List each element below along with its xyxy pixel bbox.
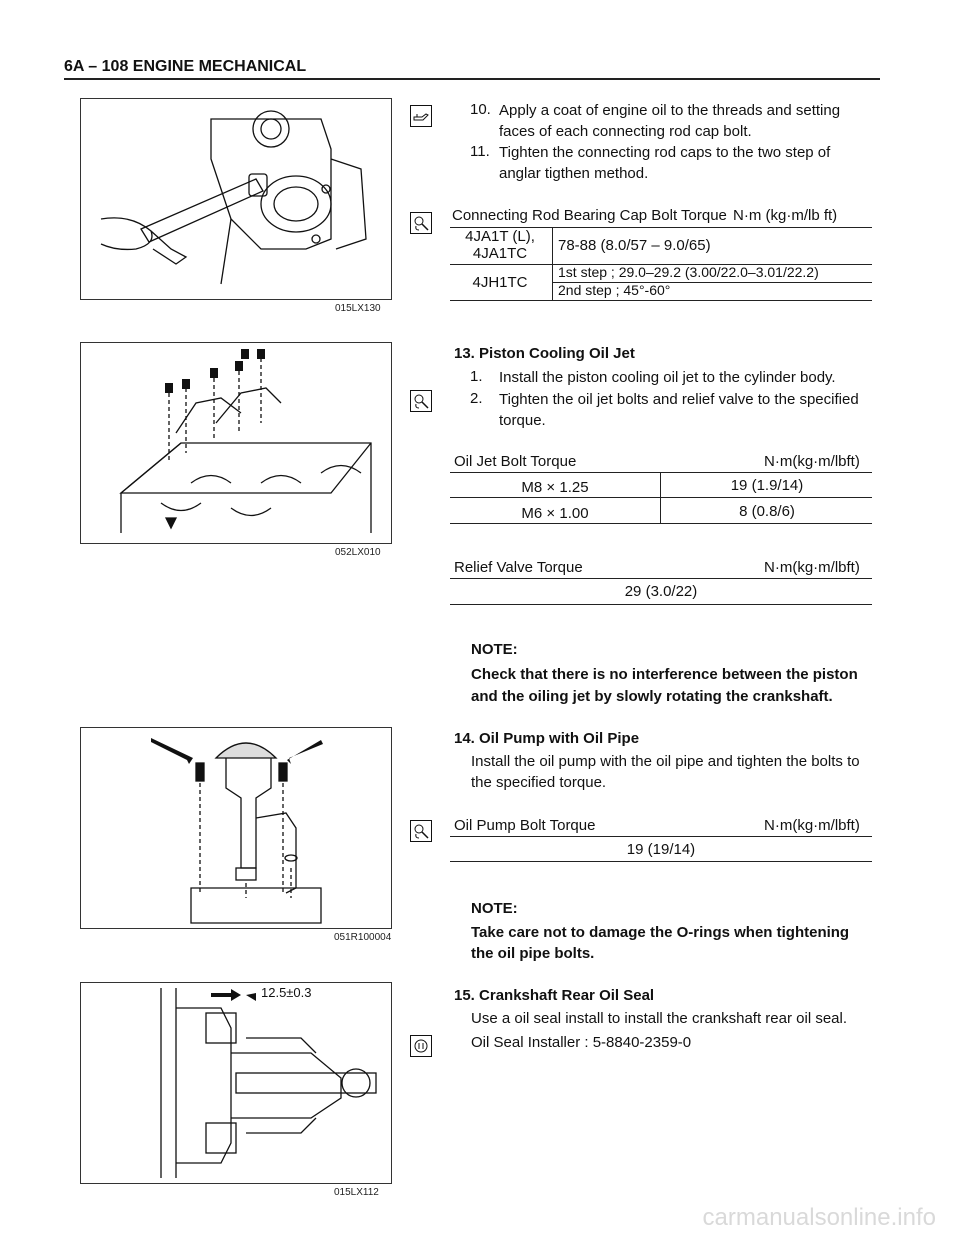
note1-line2: and the oiling jet by slowly rotating the crankshaft. [471, 688, 833, 705]
conrod-row1-model-line1: 4JA1T (L), [465, 228, 535, 245]
oilpump-table-unit: N·m(kg·m/lbft) [764, 817, 860, 834]
table-rule [450, 523, 872, 524]
conrod-table-title: Connecting Rod Bearing Cap Bolt Torque [452, 207, 727, 224]
step15-tool: Oil Seal Installer : 5-8840-2359-0 [471, 1034, 692, 1051]
oiljet-table-title: Oil Jet Bolt Torque [454, 453, 577, 470]
note1-line1: Check that there is no interference between the piston [471, 666, 858, 683]
figure-caption: 015LX130 [335, 303, 381, 314]
figure-oil-jet [80, 342, 392, 544]
table-rule [450, 578, 872, 579]
table-rule [450, 300, 872, 301]
figure-caption: 052LX010 [335, 547, 381, 558]
step13-sub2-line1: Tighten the oil jet bolts and relief valve to the specified [499, 391, 859, 408]
figure-conrod-tightening [80, 98, 392, 300]
step-number: 10. [470, 101, 491, 118]
watermark: carmanualsonline.info [702, 1204, 936, 1231]
step13-sub2-line2: torque. [499, 412, 546, 429]
step13-title: 13. Piston Cooling Oil Jet [454, 345, 635, 362]
step15-title: 15. Crankshaft Rear Oil Seal [454, 987, 655, 1004]
step11-line1: Tighten the connecting rod caps to the two step of [499, 144, 831, 161]
relief-table-value: 29 (3.0/22) [624, 583, 698, 600]
relief-table-title: Relief Valve Torque [454, 559, 583, 576]
table-rule [450, 472, 872, 473]
special-tool-icon [410, 1035, 432, 1057]
conrod-table-unit: N·m (kg·m/lb ft) [733, 207, 838, 224]
oil-pump-illustration [81, 728, 391, 928]
oil-jet-illustration [81, 343, 391, 543]
dimension-label: 12.5±0.3 [261, 985, 312, 1000]
table-rule [450, 604, 872, 605]
page-header: 6A – 108 ENGINE MECHANICAL [64, 58, 307, 75]
table-rule [450, 836, 872, 837]
figure-caption: 015LX112 [334, 1187, 379, 1198]
note2-line1: Take care not to damage the O-rings when tightening [471, 924, 850, 941]
oil-seal-illustration [81, 983, 391, 1183]
figure-caption: 051R100004 [334, 932, 392, 943]
conrod-row2-model: 4JH1TC [472, 274, 528, 291]
note2-line2: the oil pipe bolts. [471, 945, 595, 962]
table-rule [450, 497, 872, 498]
oiljet-row-size: M8 × 1.25 [521, 479, 589, 496]
oiljet-row-value: 8 (0.8/6) [739, 503, 795, 520]
oiljet-row-value: 19 (1.9/14) [730, 477, 804, 494]
conrod-illustration [81, 99, 391, 299]
oiljet-row-size: M6 × 1.00 [521, 505, 589, 522]
step15-line1: Use a oil seal install to install the crankshaft rear oil seal. [471, 1010, 848, 1027]
table-divider [552, 227, 553, 300]
oilpump-table-value: 19 (19/14) [626, 841, 696, 858]
header-rule [64, 78, 880, 80]
step-number: 1. [470, 368, 483, 385]
oilpump-table-title: Oil Pump Bolt Torque [454, 817, 596, 834]
figure-rear-oil-seal [80, 982, 392, 1184]
step10-line1: Apply a coat of engine oil to the threads and setting [499, 102, 841, 119]
note-label: NOTE: [471, 900, 518, 917]
torque-wrench-icon [410, 390, 432, 412]
torque-wrench-icon [410, 212, 432, 234]
oil-can-icon [410, 105, 432, 127]
step-number: 2. [470, 390, 483, 407]
table-divider [660, 472, 661, 523]
oiljet-table-unit: N·m(kg·m/lbft) [764, 453, 860, 470]
conrod-row1-value: 78-88 (8.0/57 – 9.0/65) [558, 237, 711, 254]
relief-table-unit: N·m(kg·m/lbft) [764, 559, 860, 576]
torque-wrench-icon [410, 820, 432, 842]
step14-line2: the specified torque. [471, 774, 607, 791]
conrod-row2-step2: 2nd step ; 45°-60° [558, 282, 671, 298]
step-number: 11. [470, 143, 490, 160]
conrod-row1-model-line2: 4JA1TC [472, 245, 528, 262]
step13-sub1: Install the piston cooling oil jet to the cylinder body. [499, 369, 836, 386]
step10-line2: faces of each connecting rod cap bolt. [499, 123, 752, 140]
step11-line2: anglar tigthen method. [499, 165, 649, 182]
conrod-row1-model [450, 228, 550, 262]
figure-oil-pump [80, 727, 392, 929]
note-label: NOTE: [471, 641, 518, 658]
step14-line1: Install the oil pump with the oil pipe and tighten the bolts to [471, 753, 860, 770]
table-rule [450, 861, 872, 862]
step14-title: 14. Oil Pump with Oil Pipe [454, 730, 640, 747]
conrod-row2-step1: 1st step ; 29.0–29.2 (3.00/22.0–3.01/22.2) [558, 264, 819, 280]
